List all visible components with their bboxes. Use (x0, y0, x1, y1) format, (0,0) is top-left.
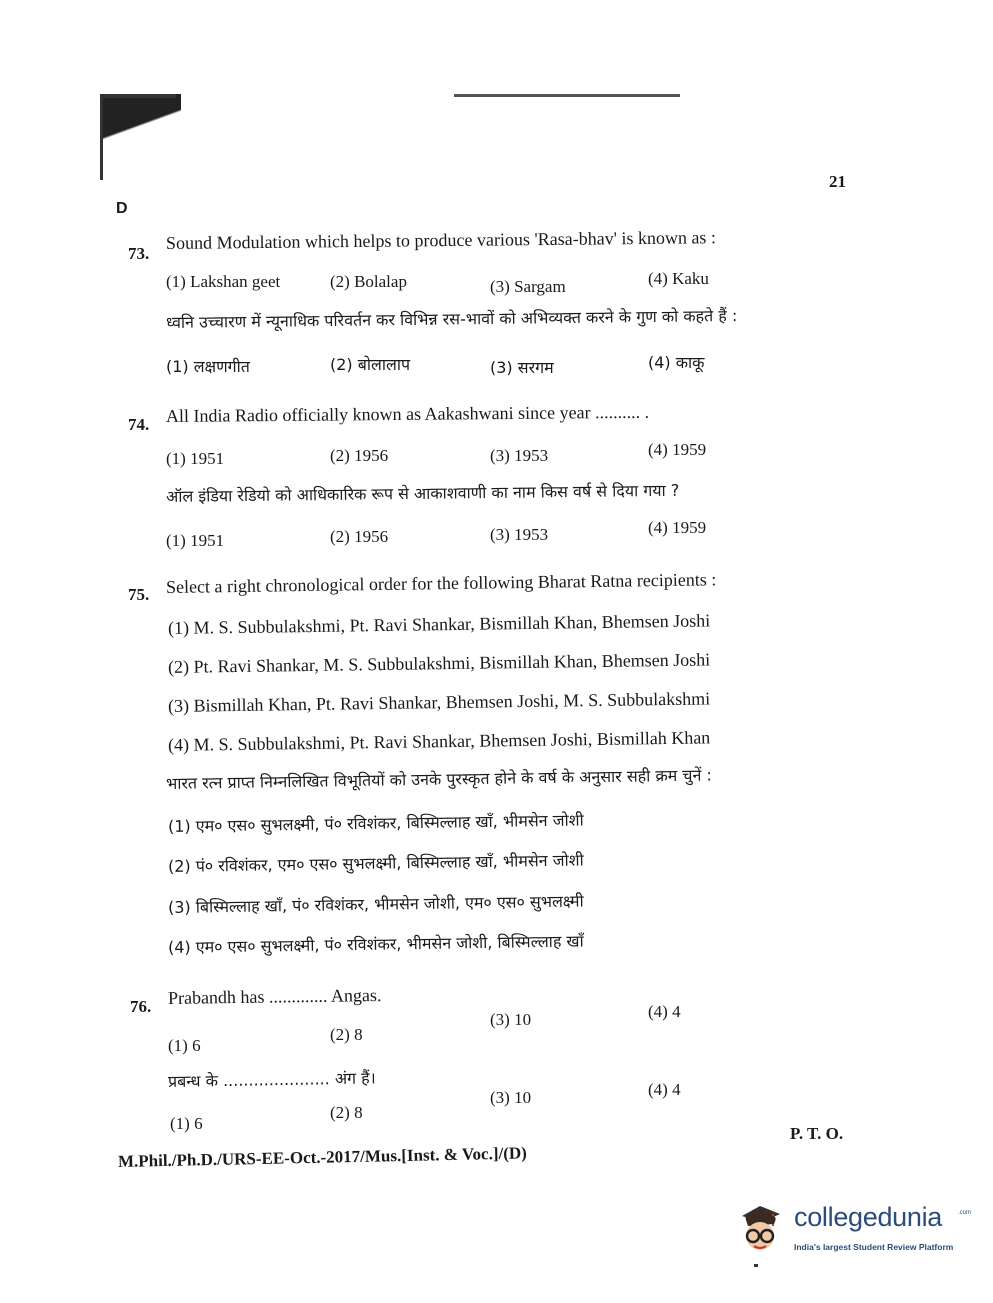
option-hi-3: (3) बिस्मिल्लाह खाँ, पं० रविशंकर, भीमसेन जोशी, एम० एस० सुभलक्ष्मी (167, 891, 584, 917)
question-text-hi: ध्वनि उच्चारण में न्यूनाधिक परिवर्तन कर विभिन्न रस-भावों को अभिव्यक्त करने के गुण को कहते हैं : (165, 306, 738, 332)
paper-code: M.Phil./Ph.D./URS-EE-Oct.-2017/Mus.[Inst. & Voc.]/(D) (117, 1143, 528, 1171)
option-hi-4: (4) 1959 (648, 518, 707, 537)
option-en-3: (3) 1953 (490, 446, 549, 465)
question-number: 76. (130, 997, 152, 1016)
question-number: 74. (128, 415, 150, 434)
option-hi-2: (2) 8 (330, 1103, 363, 1122)
option-en-4: (4) 4 (648, 1002, 681, 1021)
option-hi-1: (1) एम० एस० सुभलक्ष्मी, पं० रविशंकर, बिस्मिल्लाह खाँ, भीमसेन जोशी (167, 810, 584, 836)
option-hi-3: (3) 1953 (490, 525, 549, 544)
option-en-1: (1) Lakshan geet (166, 272, 281, 291)
option-en-4: (4) M. S. Subbulakshmi, Pt. Ravi Shankar, Bhemsen Joshi, Bismillah Khan (167, 727, 711, 755)
question-number: 75. (128, 585, 150, 604)
option-hi-3: (3) सरगम (490, 358, 554, 377)
question-number: 73. (128, 244, 150, 263)
option-en-1: (1) 6 (168, 1036, 201, 1055)
question-text-hi: प्रबन्ध के ..................... अंग हैं। (167, 1068, 376, 1091)
option-hi-4: (4) 4 (648, 1080, 681, 1099)
scan-speck (754, 1264, 758, 1267)
option-hi-4: (4) काकू (648, 353, 705, 372)
brand-name: collegedunia (794, 1202, 943, 1232)
option-hi-1: (1) लक्षणगीत (166, 357, 250, 376)
scan-corner-line (100, 94, 176, 98)
option-hi-2: (2) बोलालाप (330, 355, 411, 374)
option-en-4: (4) 1959 (648, 440, 707, 459)
question-text-en: Select a right chronological order for the following Bharat Ratna recipients : (165, 569, 717, 597)
option-hi-2: (2) 1956 (330, 527, 389, 546)
option-en-1: (1) 1951 (166, 449, 225, 468)
option-hi-2: (2) पं० रविशंकर, एम० एस० सुभलक्ष्मी, बिस्मिल्लाह खाँ, भीमसेन जोशी (167, 850, 584, 876)
option-en-2: (2) 8 (330, 1025, 363, 1044)
option-en-2: (2) Bolalap (330, 272, 407, 291)
mascot-icon (736, 1202, 790, 1256)
question-text-en: Sound Modulation which helps to produce various 'Rasa-bhav' is known as : (165, 227, 716, 253)
option-en-2: (2) Pt. Ravi Shankar, M. S. Subbulakshmi, Bismillah Khan, Bhemsen Joshi (167, 649, 711, 677)
page-number: 21 (829, 172, 846, 191)
option-en-3: (3) 10 (490, 1010, 532, 1029)
brand-tagline: India's largest Student Review Platform (794, 1242, 954, 1252)
scan-corner-mark (100, 94, 181, 180)
brand-domain: .com (958, 1210, 972, 1216)
option-en-2: (2) 1956 (330, 446, 389, 465)
option-hi-3: (3) 10 (490, 1088, 532, 1107)
set-code: D (116, 200, 128, 217)
question-text-en: Prabandh has ............. Angas. (167, 985, 382, 1008)
question-text-hi: भारत रत्न प्राप्त निम्नलिखित विभूतियों को उनके पुरस्कृत होने के वर्ष के अनुसार सही क्रम चुनें : (165, 765, 712, 793)
top-rule (454, 94, 680, 97)
collegedunia-logo (736, 1198, 972, 1262)
option-hi-1: (1) 6 (170, 1114, 203, 1133)
option-en-3: (3) Bismillah Khan, Pt. Ravi Shankar, Bhemsen Joshi, M. S. Subbulakshmi (167, 688, 711, 716)
option-hi-1: (1) 1951 (166, 531, 225, 550)
pto-label: P. T. O. (790, 1124, 844, 1143)
option-en-4: (4) Kaku (648, 269, 709, 288)
option-en-3: (3) Sargam (490, 277, 566, 296)
question-text-hi: ऑल इंडिया रेडियो को आधिकारिक रूप से आकाशवाणी का नाम किस वर्ष से दिया गया ? (165, 480, 680, 506)
option-en-1: (1) M. S. Subbulakshmi, Pt. Ravi Shankar, Bismillah Khan, Bhemsen Joshi (167, 610, 711, 638)
option-hi-4: (4) एम० एस० सुभलक्ष्मी, पं० रविशंकर, भीमसेन जोशी, बिस्मिल्लाह खाँ (167, 931, 584, 957)
question-text-en: All India Radio officially known as Aakashwani since year .......... . (165, 401, 650, 426)
